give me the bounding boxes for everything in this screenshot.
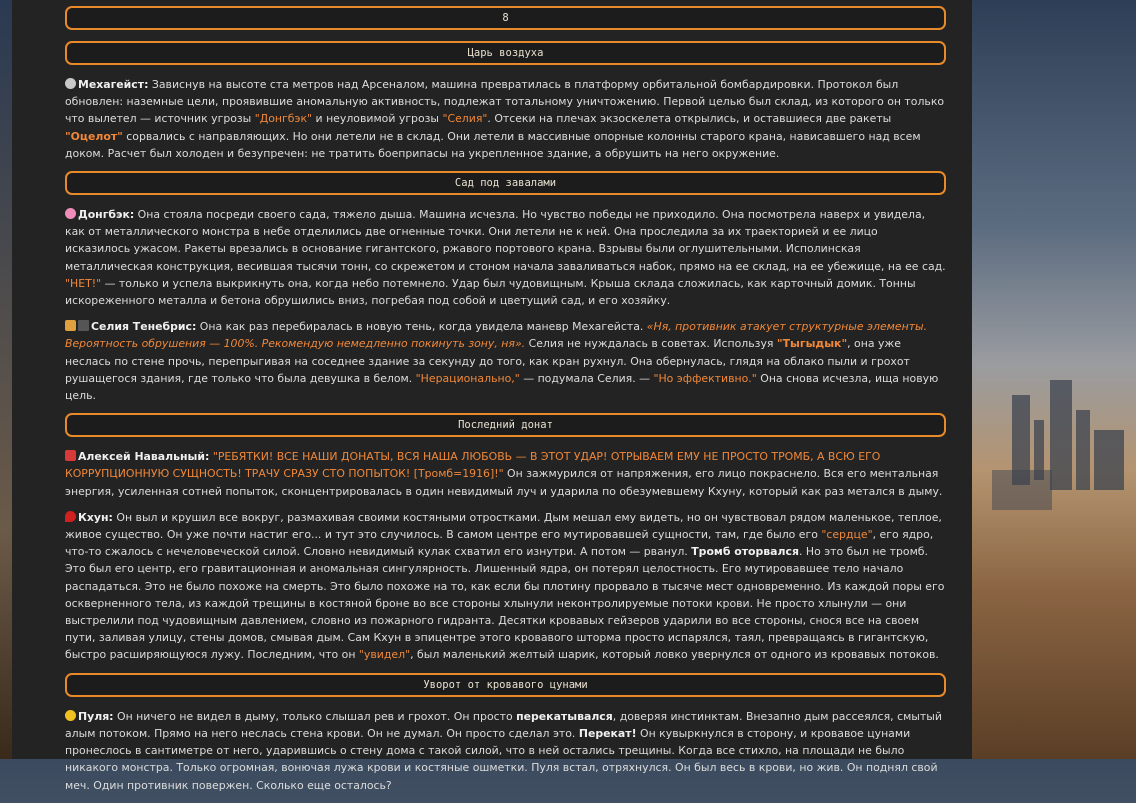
background-left (0, 0, 12, 759)
narration: , доверяя инстинктам. Внезапно дым рассеялся, смытый алым потоком. Прямо на него неслась стена крови. Он не думал. Он просто сделал это. (65, 709, 942, 740)
paragraph-navalny (65, 448, 946, 500)
narration: Она как раз перебиралась в новую тень, когда увидела маневр Мехагейста. (196, 320, 647, 334)
quote: "Донгбэк" (254, 112, 313, 126)
narration: Зависнув на высоте ста метров над Арсеналом, машина превратилась в платформу орбитальной бомбардировки. Протокол был обновлен: наземные цели, проявившие аномальную активность, подлежат тотальному уничтожению. Первой целью был склад, из которого он только что вылетел — источник угрозы (65, 78, 945, 126)
speaker-name: Донгбэк: (78, 208, 135, 222)
narration: и неуловимой угрозы (312, 112, 443, 126)
paragraph-khun (65, 509, 946, 664)
chapter-title-sad-pod-zavalami: Сад под завалами (65, 171, 946, 195)
background-image (972, 0, 1136, 759)
narration: . Но это был не тромб. Это был его центр, его гравитационная и аномальная сингулярность. Лишенный ядра, он потерял целостность. Его мутировавшее тело начало распадаться. Это не было похоже на смерть. Это было похоже на то, как если бы плотину прорвало в тысяче мест одновременно. Из каждой поры его оскверненного тела, из каждой трещины в костяной броне во все стороны хлынули неконтролируемые потоки крови. Не просто хлынули — они выстрелили под чудовищным давлением, словно из пожарного гидранта. Десятки кровавых гейзеров ударили во все стороны, снося все на своем пути, заливая улицу, стены домов, смывая дым. Сам Кхун в эпицентре этого кровавого шторма просто испарялся, таял, превращаясь в гигантскую, быстро расширяющуюся лужу. Последним, что он (65, 545, 945, 662)
speaker-name: Селия Тенебрис: (91, 320, 197, 334)
emphasis: Перекат! (578, 726, 637, 740)
quote: «Ня, противник атакует структурные элементы. Вероятность обрушения — 100%. Рекомендую немедленно покинуть зону, ня». (65, 320, 928, 351)
quote: "НЕТ!" (65, 276, 102, 290)
narration: . Отсеки на плечах экзоскелета открылись, и оставшиеся две ракеты (487, 112, 892, 126)
quote: "Оцелот" (65, 129, 123, 143)
narration: — подумала Селия. — (519, 371, 654, 385)
speaker-name: Кхун: (78, 510, 113, 524)
speaker-name: Алексей Навальный: (78, 450, 210, 464)
narration: , она уже неслась по стене прочь, перепрыгивая на соседнее здание за секунду до того, как кран рухнул. Она обернулась, глядя на облако пыли и грохот рушащегося здания, где только что была девушка в белом. (65, 337, 910, 385)
speaker-name: Пуля: (78, 709, 114, 723)
robot-icon (65, 78, 76, 89)
narration: , его ядро, что-то сжалось с нечеловеческой силой. Словно невидимый кулак схватил его изнутри. А потом — рванул. (65, 528, 934, 559)
quote: "РЕБЯТКИ! ВСЕ НАШИ ДОНАТЫ, ВСЯ НАША ЛЮБОВЬ — В ЭТОТ УДАР! ОТРЫВАЕМ ЕМУ НЕ ПРОСТО ТРОМБ, А ВСЮ ЕГО КОРРУПЦИОННУЮ СУЩНОСТЬ! ТРАЧУ СРАЗУ СТО ПОПЫТОК! [Тромб=1916]!" (65, 450, 881, 481)
cat-icon (65, 320, 76, 331)
emphasis: перекатывался (516, 709, 613, 723)
paragraph-selia (65, 318, 946, 404)
chapter-title-uvorot: Уворот от кровавого цунами (65, 673, 946, 697)
narration: Она стояла посреди своего сада, тяжело дыша. Машина исчезла. Но чувство победы не приходило. Она посмотрела наверх и увидела, как от металлического монстра в небе отделились две огненные точки. Они летели не к ней. Она проследила за их траекторией и ее лицо исказилось ужасом. Ракеты врезались в основание гигантского, ржавого портового крана. Взрывы были оглушительными. Исполинская металлическая конструкция, весившая тысячи тонн, со скрежетом и стоном начала заваливаться набок, прямо на ее склад, на ее убежище, на ее сад. (65, 208, 946, 273)
quote: "Но эффективно." (653, 371, 757, 385)
quote: "увидел" (358, 648, 411, 662)
flower-icon (65, 208, 76, 219)
narration: Он кувыркнулся в сторону, и кровавое цунами пронеслось в сантиметре от него, ударившись о стену дома с такой силой, что в ней остались трещины. Когда все стихло, на площади не было никакого монстра. Только огромная, вонючая лужа крови и костяные ошметки. Пуля встал, отряхнулся. Он был весь в крови, но жив. Он поднял свой меч. Один противник повержен. Сколько еще осталось? (65, 726, 938, 792)
narration: , был маленький желтый шарик, который ловко увернулся от одного из кровавых потоков. (410, 648, 939, 662)
ribbon-icon (65, 450, 76, 461)
narration: Он выл и крушил все вокруг, размахивая своими костяными отростками. Дым мешал ему видеть, но он чувствовал рядом маленькое, теплое, живое существо. Он уже почти настиг его... и тут это случилось. В самом центре его мутировавшей сущности, там, где было его (65, 510, 942, 542)
narration: Он зажмурился от напряжения, его лицо покраснело. Вся его ментальная энергия, усиленная сотней попыток, сконцентрировалась в один невидимый луч и ударила по обезумевшему Кхуну, который как раз метался в дыму. (65, 467, 943, 498)
paragraph-pulya (65, 708, 946, 794)
emphasis: Тромб оторвался (691, 545, 799, 559)
narration: — только и успела выкрикнуть она, когда небо потемнело. Удар был чудовищным. Крыша склада сложилась, как карточный домик. Тонны искореженного металла и бетона обрушились вниз, погребая под собой и цветущий сад, и его хозяйку. (65, 276, 916, 308)
speaker-name: Мехагейст: (78, 78, 149, 91)
chapter-number: 8 (65, 6, 946, 30)
chat-panel (12, 0, 972, 792)
narration: Он ничего не видел в дыму, только слышал рев и грохот. Он просто (113, 709, 517, 723)
blood-drop-icon (65, 511, 76, 522)
quote: "сердце" (821, 528, 873, 542)
quote: "Тыгыдык" (776, 337, 848, 351)
quote: "Селия" (442, 112, 488, 126)
chapter-title-posledniy-donat: Последний донат (65, 413, 946, 437)
narration: сорвались с направляющих. Но они летели не в склад. Они летели в массивные опорные колонны старого крана, нависавшего над всем доком. Расчет был холоден и безупречен: не тратить боеприпасы на укрепленное здание, а обрушить на него окружение. (65, 129, 921, 160)
narration: Селия не нуждалась в советах. Используя (525, 337, 777, 351)
paragraph-mechageist (65, 76, 946, 162)
black-square-icon (78, 320, 89, 331)
narration: Она снова исчезла, ища новую цель. (65, 371, 939, 403)
quote: "Нерационально," (415, 371, 520, 385)
smiley-icon (65, 710, 76, 721)
paragraph-dongbek (65, 206, 946, 309)
chapter-title-tsar-vozdukha: Царь воздуха (65, 41, 946, 65)
story-content (65, 6, 946, 803)
